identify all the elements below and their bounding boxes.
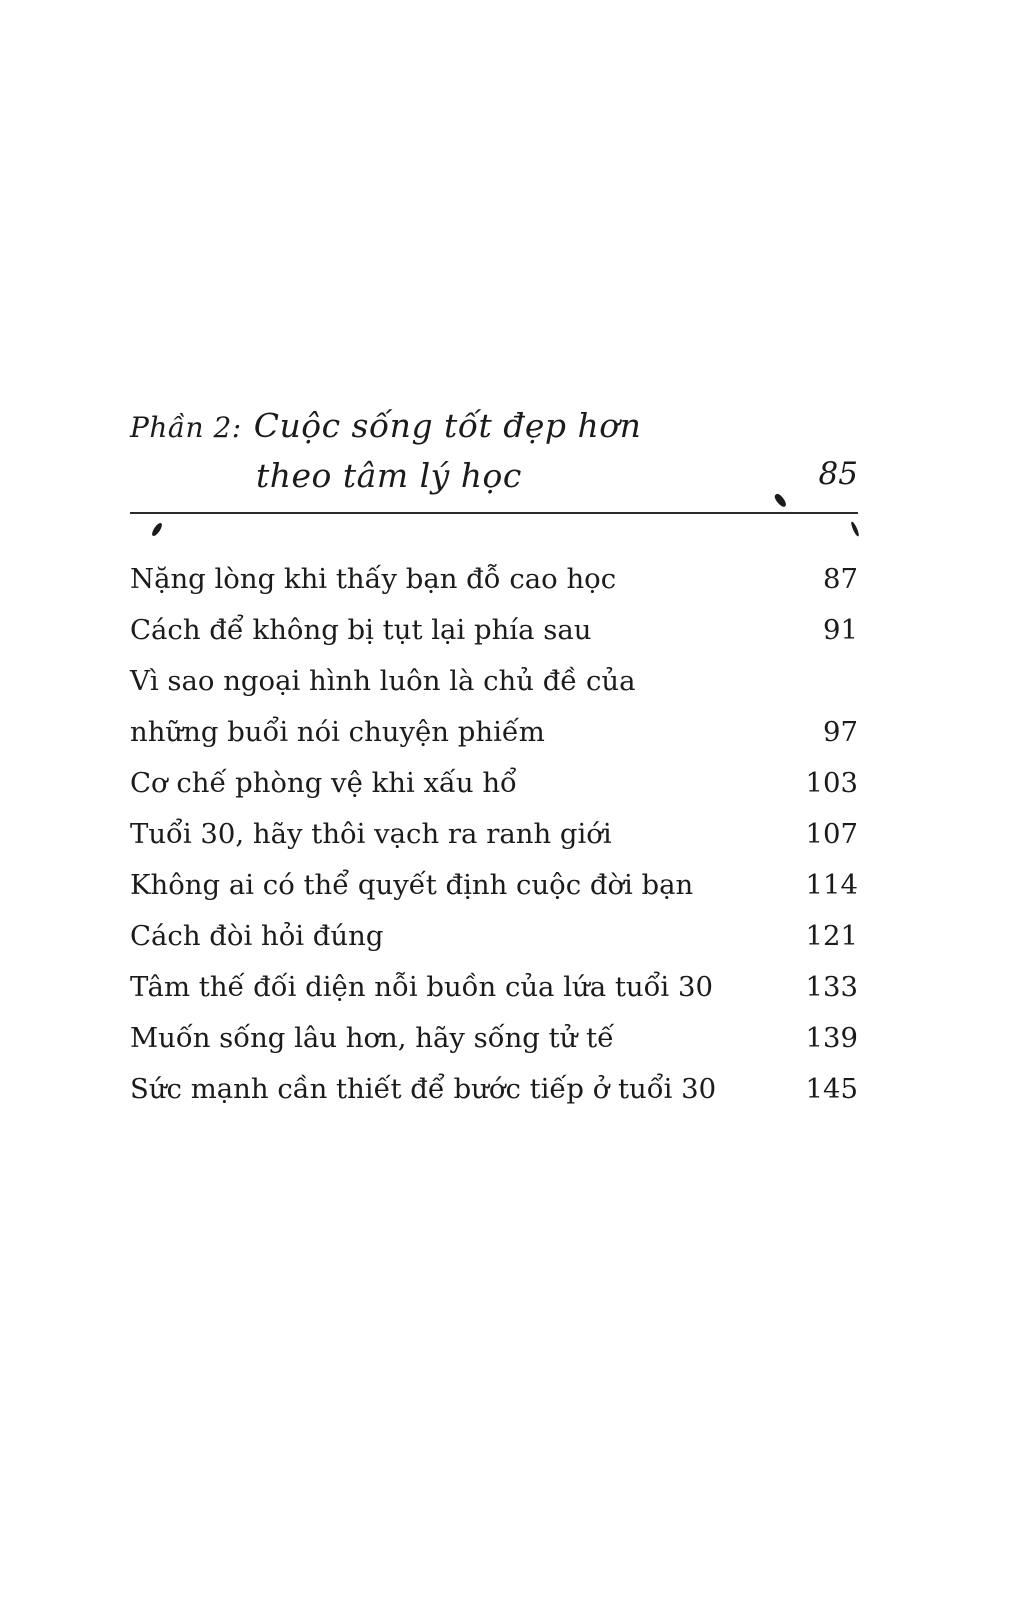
section-title-line1: Cuộc sống tốt đẹp hơn [253,406,642,445]
toc-entry-page: 139 [805,1022,858,1054]
section-title-line2: theo tâm lý học [256,456,522,495]
divider [130,512,858,514]
toc-entry-title: Cơ chế phòng vệ khi xấu hổ [130,767,517,799]
toc-entry-title: Tuổi 30, hãy thôi vạch ra ranh giới [130,818,612,850]
toc-entry-title: Muốn sống lâu hơn, hãy sống tử tế [130,1022,615,1054]
toc-entry-page: 145 [805,1073,858,1105]
section-title-block [130,402,641,500]
toc-entry-page: 107 [805,818,858,850]
toc-entry-title: Cách để không bị tụt lại phía sau [130,614,592,646]
ink-mark-icon [850,521,860,537]
toc-entry [130,656,858,758]
toc-entry [130,605,858,656]
toc-entry-page: 121 [805,920,858,952]
section-page-number: 85 [818,456,858,492]
divider-rule [130,512,858,514]
toc-entry-page: 91 [823,614,858,646]
toc-entry-title: Nặng lòng khi thấy bạn đỗ cao học [130,563,617,595]
toc-entry-title: Vì sao ngoại hình luôn là chủ đề của những buổi nói chuyện phiếm [130,665,636,748]
toc-entry-title: Cách đòi hỏi đúng [130,920,384,952]
toc-entry [130,1013,858,1064]
part-label: Phần 2: [130,411,242,444]
toc-entry-page: 133 [805,971,858,1003]
toc-entry [130,860,858,911]
toc-entry-page: 87 [823,563,858,595]
toc-entry-page: 97 [823,716,858,748]
toc-entry-page: 103 [805,767,858,799]
toc-entry-title: Không ai có thể quyết định cuộc đời bạn [130,869,694,901]
toc-entry-page: 114 [805,869,858,901]
toc-list [130,554,858,1115]
section-header [130,402,858,514]
toc-entry [130,911,858,962]
section-header-row [130,402,858,500]
toc-entry [130,1064,858,1115]
toc-entry [130,962,858,1013]
ink-mark-icon [150,522,163,538]
toc-entry [130,809,858,860]
toc-entry [130,554,858,605]
toc-entry [130,758,858,809]
toc-entry-title: Sức mạnh cần thiết để bước tiếp ở tuổi 30 [130,1073,717,1105]
toc-entry-title: Tâm thế đối diện nỗi buồn của lứa tuổi 30 [130,971,713,1003]
